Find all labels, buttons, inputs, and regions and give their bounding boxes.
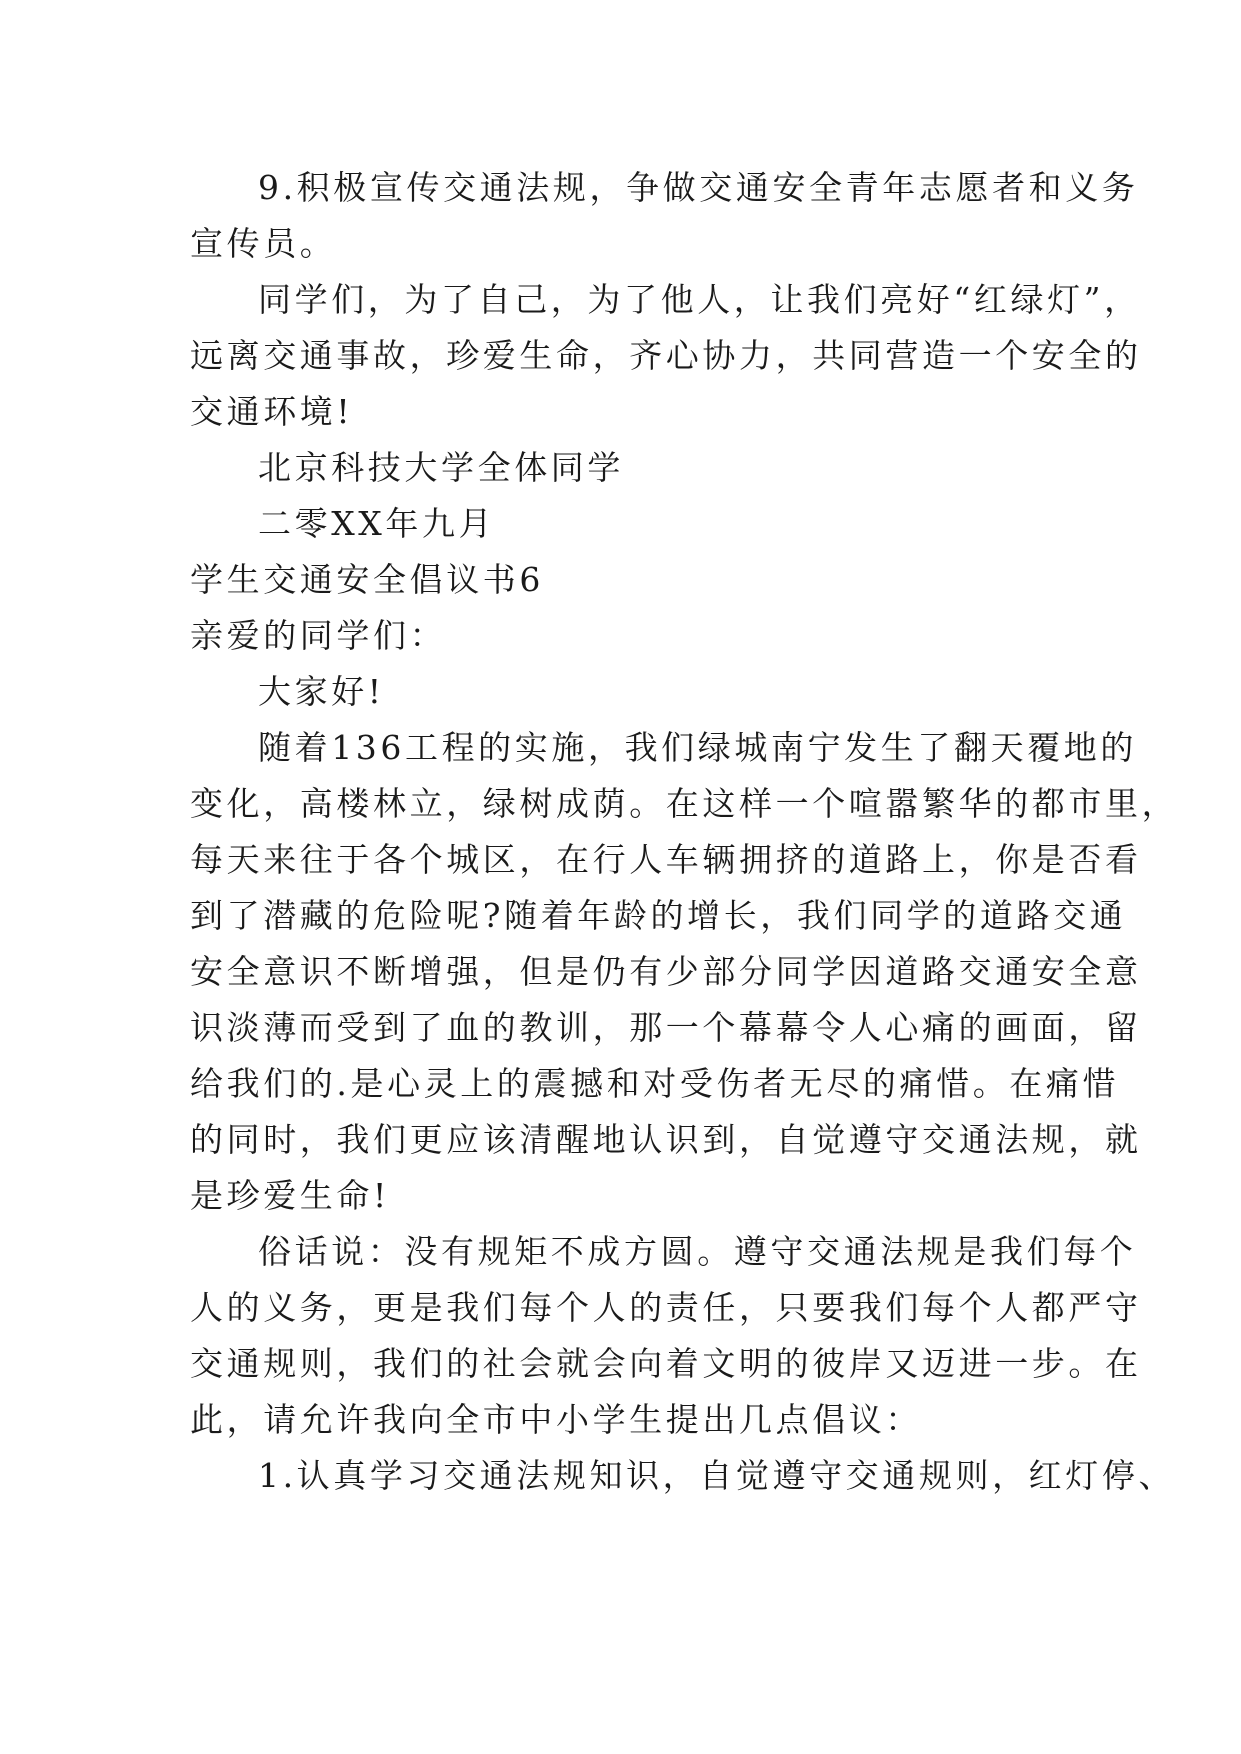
paragraph-line: 交通规则，我们的社会就会向着文明的彼岸又迈进一步。在 (190, 1344, 1142, 1383)
paragraph-line: 1.认真学习交通法规知识，自觉遵守交通规则，红灯停、 (258, 1456, 1176, 1495)
paragraph-line: 9.积极宣传交通法规，争做交通安全青年志愿者和义务 (258, 168, 1139, 207)
paragraph-line: 安全意识不断增强，但是仍有少部分同学因道路交通安全意 (190, 952, 1142, 991)
section-title: 学生交通安全倡议书6 (190, 560, 544, 599)
paragraph-line: 宣传员。 (190, 224, 337, 263)
paragraph-line: 变化，高楼林立，绿树成荫。在这样一个喧嚣繁华的都市里， (190, 784, 1179, 823)
signature-line: 北京科技大学全体同学 (258, 448, 624, 487)
paragraph-line: 识淡薄而受到了血的教训，那一个幕幕令人心痛的画面，留 (190, 1008, 1142, 1047)
paragraph-line: 的同时，我们更应该清醒地认识到，自觉遵守交通法规，就 (190, 1120, 1142, 1159)
salutation: 亲爱的同学们： (190, 616, 447, 655)
greeting: 大家好! (258, 672, 385, 711)
paragraph-line: 给我们的.是心灵上的震撼和对受伤者无尽的痛惜。在痛惜 (190, 1064, 1120, 1103)
paragraph-line: 同学们，为了自己，为了他人，让我们亮好“红绿灯”， (258, 280, 1141, 319)
paragraph-line: 人的义务，更是我们每个人的责任，只要我们每个人都严守 (190, 1288, 1142, 1327)
paragraph-line: 每天来往于各个城区，在行人车辆拥挤的道路上，你是否看 (190, 840, 1142, 879)
paragraph-line: 到了潜藏的危险呢?随着年龄的增长，我们同学的道路交通 (190, 896, 1127, 935)
paragraph-line: 是珍爱生命! (190, 1176, 390, 1215)
date-line: 二零XX年九月 (258, 504, 496, 543)
paragraph-line: 交通环境! (190, 392, 354, 431)
paragraph-line: 远离交通事故，珍爱生命，齐心协力，共同营造一个安全的 (190, 336, 1142, 375)
paragraph-line: 俗话说：没有规矩不成方圆。遵守交通法规是我们每个 (258, 1232, 1137, 1271)
paragraph-line: 随着136工程的实施，我们绿城南宁发生了翻天覆地的 (258, 728, 1137, 767)
paragraph-line: 此，请允许我向全市中小学生提出几点倡议： (190, 1400, 922, 1439)
